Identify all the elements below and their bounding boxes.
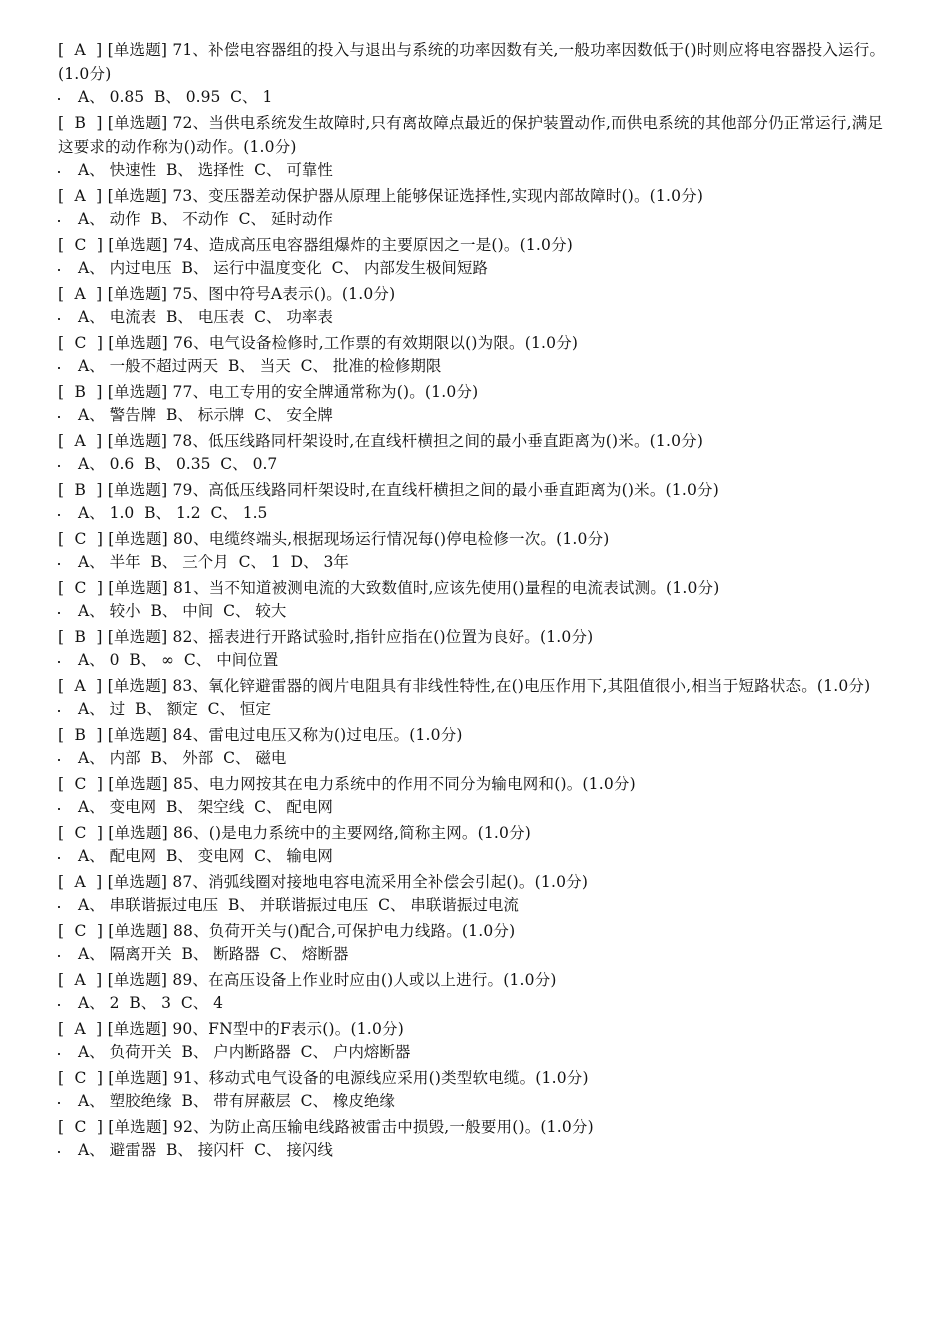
question-type: [单选题] [107, 1020, 168, 1038]
question-stem [58, 1017, 898, 1041]
answer-bracket-close: ] [85, 187, 108, 205]
answer-options: A、 0.6 B、 0.35 C、 0.7 [58, 453, 898, 475]
question-text: 88、负荷开关与()配合,可保护电力线路。(1.0分) [172, 922, 516, 940]
question-stem [58, 723, 898, 747]
answer-options: A、 1.0 B、 1.2 C、 1.5 [58, 502, 898, 524]
question-item [58, 625, 898, 671]
answer-bracket-close: ] [85, 1020, 108, 1038]
question-stem [58, 1066, 898, 1090]
question-item [58, 38, 898, 108]
answer-options: A、 动作 B、 不动作 C、 延时动作 [58, 208, 898, 230]
answer-bracket-open: [ [58, 334, 75, 352]
answer-options: A、 塑胶绝缘 B、 带有屏蔽层 C、 橡皮绝缘 [58, 1090, 898, 1112]
answer-bracket-close: ] [86, 481, 108, 499]
answer-key: B [74, 114, 87, 132]
answer-options: A、 避雷器 B、 接闪杆 C、 接闪线 [58, 1139, 898, 1161]
answer-key: C [74, 579, 87, 597]
question-type: [单选题] [107, 873, 168, 891]
answer-bracket-close: ] [86, 726, 108, 744]
question-type: [单选题] [108, 1069, 168, 1087]
answer-key: A [74, 971, 86, 989]
answer-key: C [74, 775, 87, 793]
question-stem [58, 625, 898, 649]
question-text: 80、电缆终端头,根据现场运行情况每()停电检修一次。(1.0分) [172, 530, 610, 548]
question-text: 83、氧化锌避雷器的阀片电阻具有非线性特性,在()电压作用下,其阻值很小,相当于短路状态。(1.0分) [172, 677, 871, 695]
question-text: 91、移动式电气设备的电源线应采用()类型软电缆。(1.0分) [172, 1069, 589, 1087]
question-type: [单选题] [107, 432, 168, 450]
question-stem [58, 282, 898, 306]
question-stem [58, 772, 898, 796]
question-item [58, 527, 898, 573]
answer-bracket-close: ] [86, 383, 108, 401]
answer-bracket-open: [ [58, 922, 75, 940]
answer-key: C [74, 1069, 87, 1087]
question-stem [58, 478, 898, 502]
answer-bracket-open: [ [58, 1020, 75, 1038]
question-stem [58, 576, 898, 600]
question-text: 72、当供电系统发生故障时,只有离故障点最近的保护装置动作,而供电系统的其他部分仍正常运行,满足这要求的动作称为()动作。(1.0分) [58, 114, 884, 156]
answer-bracket-close: ] [85, 41, 108, 59]
answer-key: C [74, 1118, 87, 1136]
question-text: 79、高低压线路同杆架设时,在直线杆横担之间的最小垂直距离为()米。(1.0分) [172, 481, 719, 499]
question-stem [58, 870, 898, 894]
question-type: [单选题] [108, 922, 168, 940]
question-stem [58, 331, 898, 355]
question-stem [58, 429, 898, 453]
answer-bracket-open: [ [58, 677, 75, 695]
question-text: 77、电工专用的安全牌通常称为()。(1.0分) [172, 383, 479, 401]
question-text: 89、在高压设备上作业时应由()人或以上进行。(1.0分) [172, 971, 557, 989]
answer-key: C [74, 530, 87, 548]
question-text: 73、变压器差动保护器从原理上能够保证选择性,实现内部故障时()。(1.0分) [172, 187, 704, 205]
answer-bracket-open: [ [58, 285, 75, 303]
answer-options: A、 一般不超过两天 B、 当天 C、 批准的检修期限 [58, 355, 898, 377]
question-stem [58, 233, 898, 257]
question-text: 75、图中符号A表示()。(1.0分) [172, 285, 396, 303]
question-item [58, 870, 898, 916]
answer-bracket-close: ] [86, 1069, 109, 1087]
answer-bracket-open: [ [58, 114, 75, 132]
question-text: 84、雷电过电压又称为()过电压。(1.0分) [172, 726, 463, 744]
question-stem [58, 919, 898, 943]
answer-key: B [74, 628, 87, 646]
question-item [58, 723, 898, 769]
question-item [58, 282, 898, 328]
answer-options: A、 较小 B、 中间 C、 较大 [58, 600, 898, 622]
question-item [58, 968, 898, 1014]
question-text: 76、电气设备检修时,工作票的有效期限以()为限。(1.0分) [172, 334, 579, 352]
answer-bracket-open: [ [58, 41, 75, 59]
answer-bracket-open: [ [58, 236, 75, 254]
question-text: 78、低压线路同杆架设时,在直线杆横担之间的最小垂直距离为()米。(1.0分) [172, 432, 704, 450]
answer-key: A [74, 873, 86, 891]
question-text: 82、摇表进行开路试验时,指针应指在()位置为良好。(1.0分) [172, 628, 594, 646]
answer-bracket-open: [ [58, 824, 75, 842]
answer-bracket-close: ] [86, 579, 109, 597]
answer-bracket-close: ] [86, 775, 109, 793]
question-item [58, 184, 898, 230]
question-item [58, 919, 898, 965]
answer-bracket-open: [ [58, 579, 75, 597]
question-type: [单选题] [107, 114, 168, 132]
question-type: [单选题] [107, 971, 168, 989]
question-type: [单选题] [108, 1118, 168, 1136]
answer-bracket-close: ] [85, 873, 108, 891]
answer-options: A、 串联谐振过电压 B、 并联谐振过电压 C、 串联谐振过电流 [58, 894, 898, 916]
question-type: [单选题] [108, 775, 168, 793]
question-type: [单选题] [107, 383, 168, 401]
question-item [58, 331, 898, 377]
question-type: [单选题] [107, 285, 168, 303]
question-type: [单选题] [107, 628, 168, 646]
answer-key: A [74, 41, 86, 59]
answer-options: A、 负荷开关 B、 户内断路器 C、 户内熔断器 [58, 1041, 898, 1063]
answer-bracket-open: [ [58, 1069, 75, 1087]
question-item [58, 674, 898, 720]
answer-options: A、 内过电压 B、 运行中温度变化 C、 内部发生极间短路 [58, 257, 898, 279]
answer-bracket-close: ] [86, 114, 108, 132]
answer-bracket-open: [ [58, 432, 75, 450]
answer-bracket-close: ] [85, 971, 108, 989]
question-type: [单选题] [108, 334, 168, 352]
question-type: [单选题] [107, 481, 168, 499]
answer-key: A [74, 677, 86, 695]
answer-key: C [74, 334, 87, 352]
question-type: [单选题] [107, 41, 168, 59]
answer-options: A、 隔离开关 B、 断路器 C、 熔断器 [58, 943, 898, 965]
question-text: 90、FN型中的F表示()。(1.0分) [172, 1020, 404, 1038]
question-type: [单选题] [108, 236, 168, 254]
answer-bracket-open: [ [58, 1118, 75, 1136]
question-stem [58, 527, 898, 551]
answer-key: A [74, 285, 86, 303]
answer-bracket-open: [ [58, 383, 75, 401]
question-type: [单选题] [107, 677, 168, 695]
answer-options: A、 0 B、 ∞ C、 中间位置 [58, 649, 898, 671]
question-item [58, 111, 898, 181]
answer-bracket-close: ] [86, 628, 108, 646]
answer-bracket-close: ] [85, 677, 108, 695]
answer-key: C [74, 922, 87, 940]
question-item [58, 380, 898, 426]
answer-bracket-close: ] [86, 334, 109, 352]
question-text: 71、补偿电容器组的投入与退出与系统的功率因数有关,一般功率因数低于()时则应将电容器投入运行。(1.0分) [58, 41, 886, 83]
answer-key: C [74, 236, 87, 254]
question-type: [单选题] [108, 824, 168, 842]
question-stem [58, 38, 898, 86]
answer-bracket-close: ] [86, 1118, 109, 1136]
answer-bracket-close: ] [85, 285, 108, 303]
question-stem [58, 380, 898, 404]
answer-bracket-close: ] [86, 236, 109, 254]
question-type: [单选题] [108, 530, 168, 548]
answer-key: C [74, 824, 87, 842]
question-item [58, 576, 898, 622]
answer-options: A、 2 B、 3 C、 4 [58, 992, 898, 1014]
answer-options: A、 内部 B、 外部 C、 磁电 [58, 747, 898, 769]
answer-bracket-close: ] [85, 432, 108, 450]
answer-key: B [74, 383, 87, 401]
answer-options: A、 0.85 B、 0.95 C、 1 [58, 86, 898, 108]
answer-bracket-open: [ [58, 187, 75, 205]
question-type: [单选题] [107, 187, 168, 205]
answer-key: B [74, 481, 87, 499]
answer-bracket-open: [ [58, 873, 75, 891]
answer-key: A [74, 1020, 86, 1038]
question-stem [58, 1115, 898, 1139]
answer-bracket-close: ] [86, 824, 109, 842]
question-item [58, 1066, 898, 1112]
question-stem [58, 821, 898, 845]
answer-key: A [74, 187, 86, 205]
question-text: 86、()是电力系统中的主要网络,简称主网。(1.0分) [172, 824, 532, 842]
answer-bracket-open: [ [58, 775, 75, 793]
answer-options: A、 过 B、 额定 C、 恒定 [58, 698, 898, 720]
question-item [58, 429, 898, 475]
question-type: [单选题] [108, 579, 168, 597]
answer-key: B [74, 726, 87, 744]
question-stem [58, 968, 898, 992]
answer-bracket-open: [ [58, 971, 75, 989]
question-stem [58, 674, 898, 698]
question-item [58, 1115, 898, 1161]
question-text: 74、造成高压电容器组爆炸的主要原因之一是()。(1.0分) [172, 236, 574, 254]
answer-key: A [74, 432, 86, 450]
question-stem [58, 111, 898, 159]
question-text: 92、为防止高压输电线路被雷击中损毁,一般要用()。(1.0分) [172, 1118, 594, 1136]
question-item [58, 772, 898, 818]
question-text: 87、消弧线圈对接地电容电流采用全补偿会引起()。(1.0分) [172, 873, 589, 891]
answer-options: A、 快速性 B、 选择性 C、 可靠性 [58, 159, 898, 181]
answer-options: A、 半年 B、 三个月 C、 1 D、 3年 [58, 551, 898, 573]
answer-bracket-open: [ [58, 530, 75, 548]
question-stem [58, 184, 898, 208]
question-item [58, 821, 898, 867]
answer-options: A、 变电网 B、 架空线 C、 配电网 [58, 796, 898, 818]
question-list [58, 38, 898, 1164]
answer-options: A、 配电网 B、 变电网 C、 输电网 [58, 845, 898, 867]
answer-bracket-open: [ [58, 628, 75, 646]
answer-bracket-open: [ [58, 726, 75, 744]
question-text: 81、当不知道被测电流的大致数值时,应该先使用()量程的电流表试测。(1.0分) [172, 579, 720, 597]
answer-options: A、 警告牌 B、 标示牌 C、 安全牌 [58, 404, 898, 426]
question-item [58, 1017, 898, 1063]
question-text: 85、电力网按其在电力系统中的作用不同分为输电网和()。(1.0分) [172, 775, 636, 793]
question-type: [单选题] [107, 726, 168, 744]
question-item [58, 233, 898, 279]
question-item [58, 478, 898, 524]
answer-bracket-close: ] [86, 530, 109, 548]
answer-bracket-close: ] [86, 922, 109, 940]
answer-options: A、 电流表 B、 电压表 C、 功率表 [58, 306, 898, 328]
answer-bracket-open: [ [58, 481, 75, 499]
